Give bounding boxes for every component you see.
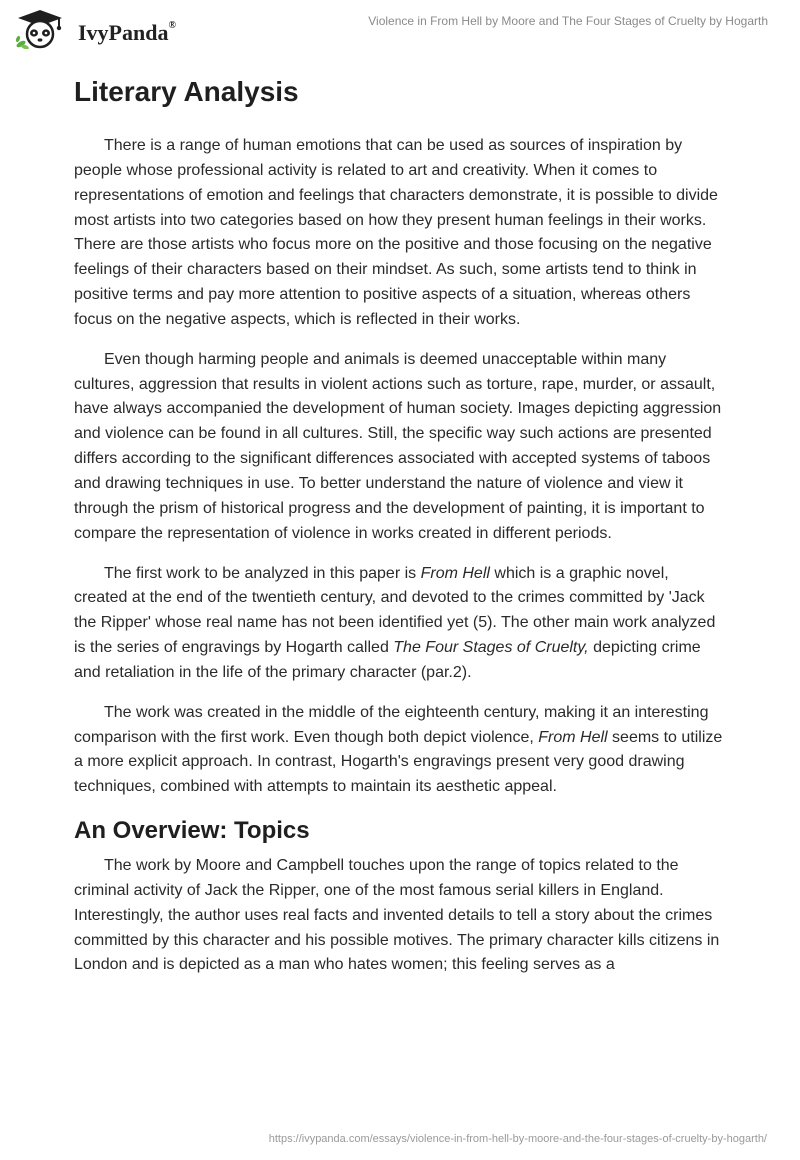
page-header [0,0,800,60]
panda-grad-icon [14,9,66,49]
brand-text: IvyPanda [78,20,169,45]
paragraph-1: There is a range of human emotions that can be used as sources of inspiration by people whose professional activity is related to art and creativity. When it comes to representations of emotion and feelings that characters demonstrate, it is possible to divide most artists into two categories based on how they present human feelings in their works. There are those artists who focus more on the positive and those focusing on the negative feelings of their characters based on their mindset. As such, some artists tend to think in positive terms and pay more attention to positive aspects of a situation, whereas others focus on the negative aspects, which is reflected in their works. [74,137,718,328]
source-url[interactable]: https://ivypanda.com/essays/violence-in-from-hell-by-moore-and-the-four-stages-of-cruelty-by-hogarth/ [268,1133,767,1145]
title-from-hell: From Hell [420,564,490,582]
paragraph-5: The work by Moore and Campbell touches upon the range of topics related to the criminal activity of Jack the Ripper, one of the most famous serial killers in England. Interestingly, the author uses real facts and invented details to tell a story about the crimes committed by this character and his possible motives. The primary character kills citizens in London and is depicted as a man who hates women; this feeling serves as a [74,857,720,974]
heading-literary-analysis: Literary Analysis [74,76,299,107]
p3-text-b: which is a graphic novel, created at the end of the twentieth century, and devoted to the crimes committed by 'Jack the Ripper' whose real name has not been identified yet (5). The other main work analyzed is the series of engravings by Hogarth called [74,564,716,657]
paragraph-2: Even though harming people and animals is deemed unacceptable within many cultures, aggression that results in violent actions such as torture, rape, murder, or assault, have always accompanied the development of human society. Images depicting aggression and violence can be found in all cultures. Still, the specific way such actions are presented differs according to the significant differences associated with accepted systems of taboos and drawing techniques in use. To better understand the nature of violence and view it through the prism of historical progress and the development of painting, it is important to compare the representation of violence in works created in different periods. [74,350,722,542]
p3-text-a: The first work to be analyzed in this paper is [104,564,421,582]
document-title: Violence in From Hell by Moore and The Four Stages of Cruelty by Hogarth [368,14,768,28]
article-body [74,70,726,978]
brand-name [78,20,176,46]
p4-text-a: The work was created in the middle of the eighteenth century, making it an interesting comparison with the first work. Even though both depict violence, [74,703,709,746]
paragraph-4 [74,701,726,800]
paragraph-3 [74,562,726,686]
title-from-hell-2: From Hell [538,728,608,746]
p4-text-b: seems to utilize a more explicit approach. In contrast, Hogarth's engravings present very good drawing techniques, combined with attempts to maintain its aesthetic appeal. [74,728,723,796]
heading-overview-topics: An Overview: Topics [74,817,310,845]
title-four-stages: The Four Stages of Cruelty, [393,639,589,657]
ivypanda-logo[interactable] [14,9,214,49]
registered-mark: ® [168,19,176,31]
p3-text-c: depicting crime and retaliation in the life of the primary character (par.2). [74,639,701,681]
